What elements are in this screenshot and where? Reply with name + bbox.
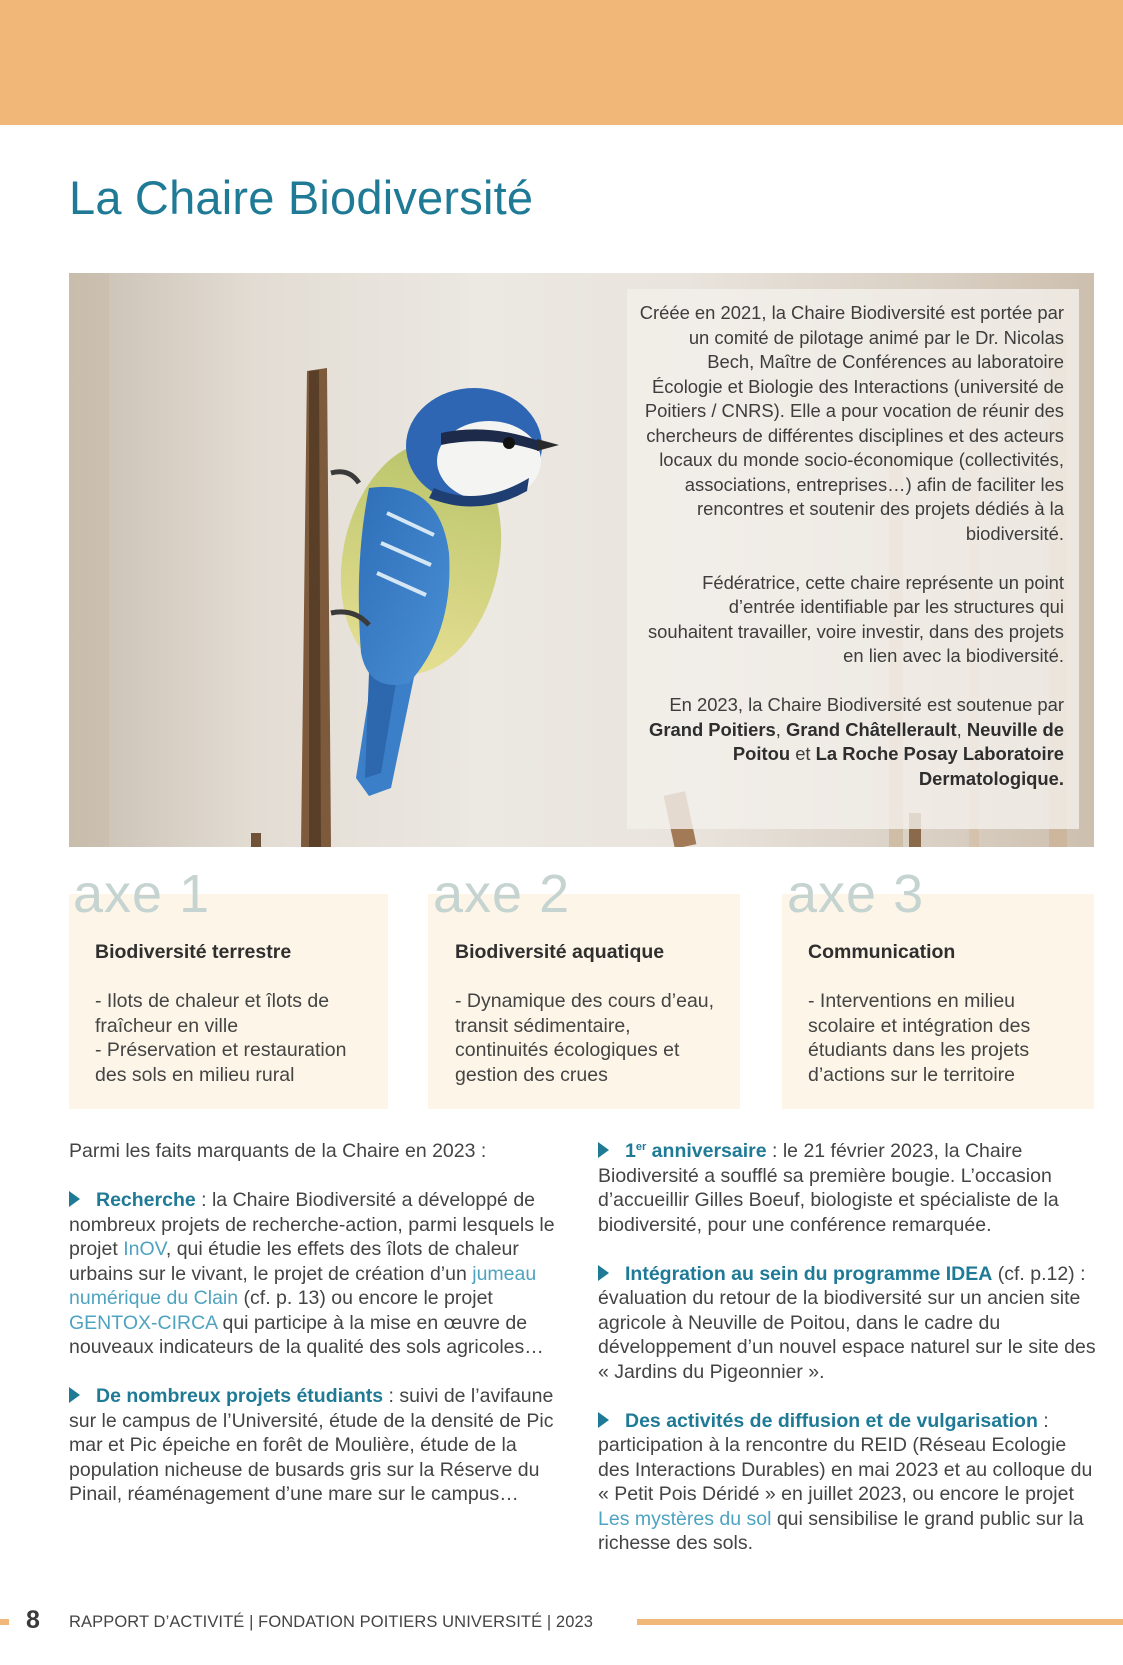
axis-1-title: Biodiversité terrestre [95,941,292,963]
anniversary-sup: er [635,1141,647,1153]
bullet-text: : suivi de l’avifaune sur le campus de l’Université, étude de la densité de Pic mar et Pic épeiche en forêt de Moulière, étude de la population nicheuse de busards gris sur la Réserve du Pinail, réaménagement d’une mare sur le campus… [69,1385,554,1505]
link-jumeau-numerique[interactable]: jumeau numérique du Clain [69,1262,537,1309]
axis-3-text [808,989,1073,1087]
bullet-idea-head: Intégration au sein du programme IDEA [625,1262,993,1285]
sponsor-la-roche-posay: La Roche Posay Laboratoire Dermatologique. [815,743,1064,789]
intro-p3-et: et [790,743,816,764]
axis-1-text [95,989,375,1087]
bullet-diffusion [598,1409,1098,1556]
sponsor-grand-chatellerault: Grand Châtellerault [785,718,957,740]
left-column [69,1139,569,1507]
bullet-projets-etudiants [69,1384,569,1507]
top-color-band [0,0,1123,125]
link-inov[interactable]: InOV [123,1238,166,1260]
axis-3-line-1: - Interventions en milieu scolaire et intégration des étudiants dans les projets d’actions sur le territoire [808,990,1031,1086]
link-gentox-circa[interactable]: GENTOX-CIRCA [69,1311,218,1334]
page-title: La Chaire Biodiversité [69,171,534,224]
triangle-bullet-icon [598,1142,609,1158]
bullet-text: , qui étudie les effets des îlots de chaleur urbains sur le vivant, le projet de création d’un [69,1238,519,1285]
footer-accent-line [637,1619,1123,1625]
bullet-recherche-head: Recherche [96,1189,196,1211]
bullet-text: (cf. p. 13) ou encore le projet [238,1287,493,1309]
right-column [598,1139,1098,1556]
triangle-bullet-icon [598,1412,609,1428]
axis-1-line-1: - Ilots de chaleur et îlots de fraîcheur en ville [95,990,330,1037]
intro-p3-sep: , [775,718,786,740]
axis-2-label: axe 2 [433,864,571,924]
highlights-intro: Parmi les faits marquants de la Chaire en 2023 : [69,1140,487,1162]
intro-text-panel [627,289,1079,829]
axis-3-title: Communication [808,941,956,963]
bullet-diffusion-head: Des activités de diffusion et de vulgarisation [625,1409,1038,1432]
axis-3-label: axe 3 [787,864,925,924]
bullet-text: (cf. p.12) : évaluation du retour de la biodiversité sur un ancien site agricole à Neuville de Poitou, dans le cadre du développement d’un nouvel espace naturel sur le site des « Jardins du Pigeonnier ». [598,1262,1096,1383]
triangle-bullet-icon [69,1387,80,1403]
triangle-bullet-icon [598,1265,609,1281]
axis-2-text [455,989,725,1087]
bullet-anniversaire [598,1139,1098,1237]
bullet-text: qui participe à la mise en œuvre de nouveaux indicateurs de la qualité des sols agricoles… [69,1311,544,1358]
triangle-bullet-icon [69,1191,80,1207]
intro-paragraph-1: Créée en 2021, la Chaire Biodiversité est portée par un comité de pilotage animé par le Dr. Nicolas Bech, Maître de Conférences au laboratoire Écologie et Biologie des Interactions (université de Poitiers / CNRS). Elle a pour vocation de réunir des chercheurs de différentes disciplines et des acteurs locaux du monde socio-économique (collectivités, associations, entreprises…) afin de faciliter les rencontres et soutenir des projets dédiés à la biodiversité. [639,302,1064,544]
bullet-projets-head: De nombreux projets étudiants [96,1385,384,1407]
intro-paragraph-2: Fédératrice, cette chaire représente un point d’entrée identifiable par les structures qui souhaitent travailler, voire investir, dans des projets en lien avec la biodiversité. [647,571,1064,666]
intro-paragraph-3 [639,693,1064,791]
anniversary-number: 1 [625,1140,636,1162]
intro-p3-sep: , [956,718,967,740]
footer-text: RAPPORT D’ACTIVITÉ | FONDATION POITIERS UNIVERSITÉ | 2023 [69,1613,594,1631]
bullet-text: : la Chaire Biodiversité a développé de nombreux projets de recherche-action, parmi lesquels le projet [69,1189,555,1260]
bullet-text: : participation à la rencontre du REID (Réseau Ecologie des Interactions Durables) en mai 2023 et au colloque du « Petit Pois Déridé » en juillet 2023, ou encore le projet [598,1409,1093,1505]
bullet-recherche [69,1188,569,1360]
bullet-anniversaire-head: anniversaire [646,1140,767,1162]
bullet-text: qui sensibilise le grand public sur la richesse des sols. [598,1507,1084,1554]
bullet-text: : le 21 février 2023, la Chaire Biodiversité a soufflé sa première bougie. L’occasion d’accueillir Gilles Boeuf, biologiste et spécialiste de la biodiversité, pour une conférence remarquée. [598,1140,1059,1236]
intro-p3-text: En 2023, la Chaire Biodiversité est soutenue par [669,694,1064,715]
page-number: 8 [26,1606,40,1634]
link-mysteres-du-sol[interactable]: Les mystères du sol [598,1507,772,1530]
axis-1-label: axe 1 [73,864,211,924]
bullet-idea [598,1262,1098,1385]
axis-2-line-1: - Dynamique des cours d’eau, transit sédimentaire, continuités écologiques et gestion des crues [455,990,715,1086]
sponsor-neuville-de-poitou: Neuville de Poitou [732,718,1064,764]
axis-1-line-2: - Préservation et restauration des sols en milieu rural [95,1039,347,1086]
sponsor-grand-poitiers: Grand Poitiers [649,718,776,740]
axis-2-title: Biodiversité aquatique [455,941,665,963]
footer-accent-dot [0,1619,9,1625]
